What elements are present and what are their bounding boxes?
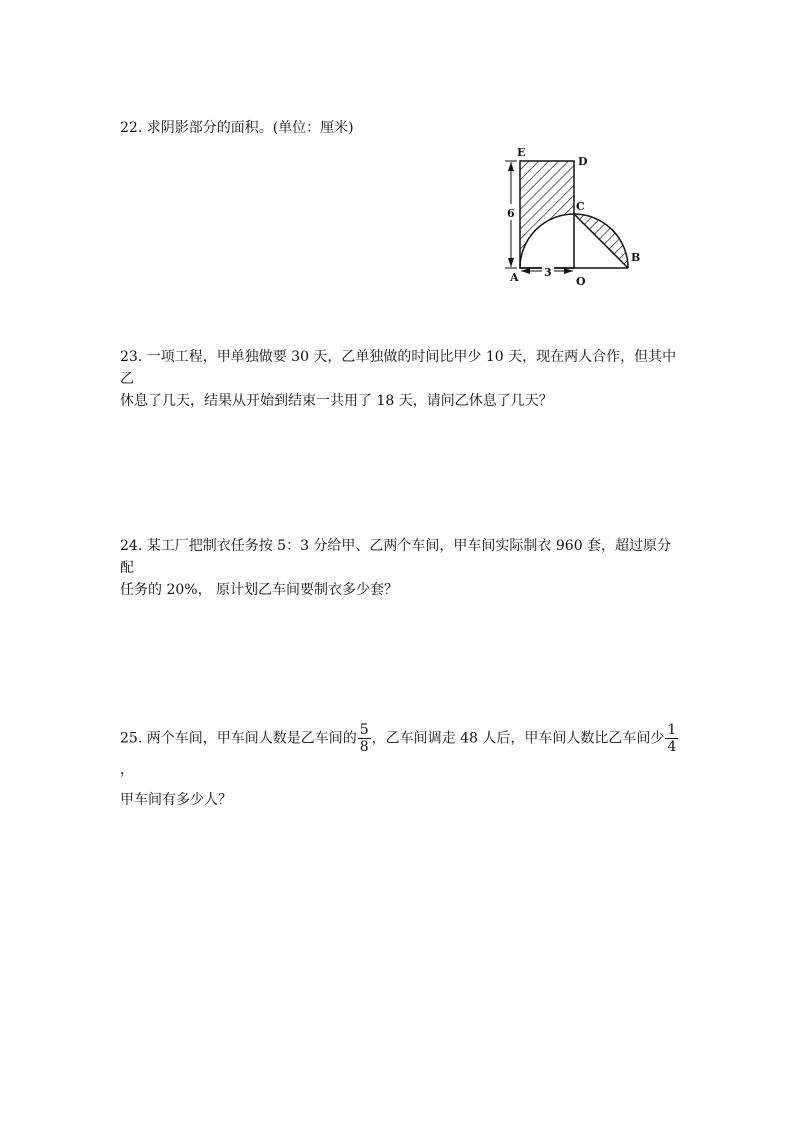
question-24: [120, 535, 680, 601]
question-24-line-1: 24. 某工厂把制衣任务按 5：3 分给甲、乙两个车间，甲车间实际制衣 960 套，超过原分配: [120, 538, 672, 576]
question-24-line-2: 任务的 20%， 原计划乙车间要制衣多少套？: [120, 582, 399, 598]
width-arrow-left: [521, 268, 530, 274]
point-label-b: B: [631, 251, 641, 264]
point-label-d: D: [578, 155, 588, 168]
point-label-o: O: [576, 275, 586, 288]
height-label: 6: [507, 207, 515, 220]
question-25-line-2: 甲车间有多少人？: [120, 792, 232, 808]
geometry-figure: [500, 140, 660, 288]
width-arrow-right: [564, 268, 573, 274]
question-25: [120, 722, 680, 815]
question-25-part-3: ，: [120, 762, 134, 778]
width-label: 3: [544, 266, 552, 279]
fraction-five-eighths: [358, 722, 371, 755]
question-23: [120, 346, 680, 412]
question-25-line-1: [120, 722, 680, 785]
point-label-a: A: [510, 271, 519, 284]
height-arrow-top: [508, 162, 514, 171]
height-arrow-bottom: [508, 258, 514, 267]
question-22-text: 22. 求阴影部分的面积。(单位：厘米): [120, 120, 354, 136]
fraction-denominator: 4: [667, 739, 677, 755]
question-22: [120, 117, 680, 139]
fraction-numerator: 1: [667, 722, 677, 738]
question-25-part-1: 25. 两个车间，甲车间人数是乙车间的: [120, 730, 357, 747]
point-label-c: C: [576, 200, 585, 213]
fraction-one-quarter: [665, 722, 678, 755]
question-23-line-2: 休息了几天，结果从开始到结束一共用了 18 天，请问乙休息了几天？: [120, 393, 553, 409]
fraction-numerator: 5: [359, 722, 369, 738]
question-25-part-2: ，乙车间调走 48 人后，甲车间人数比乙车间少: [371, 730, 665, 747]
fraction-denominator: 8: [359, 739, 369, 755]
point-label-e: E: [517, 146, 526, 159]
question-23-line-1: 23. 一项工程，甲单独做要 30 天，乙单独做的时间比甲少 10 天，现在两人合作，但其中乙: [120, 349, 677, 387]
